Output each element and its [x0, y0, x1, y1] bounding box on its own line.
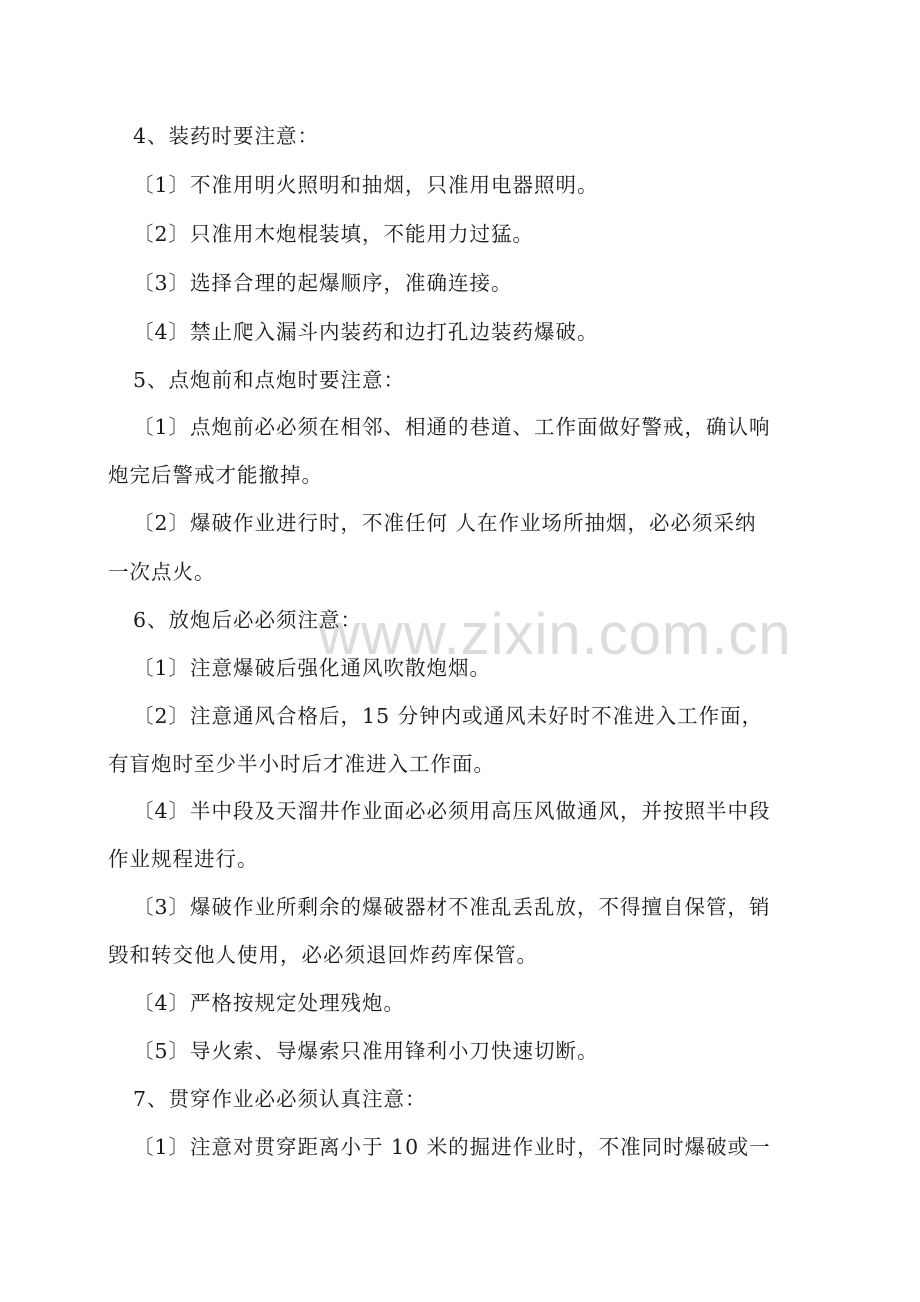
paragraph-line: 〔3〕爆破作业所剩余的爆破器材不准乱丢乱放，不得擅自保管，销	[133, 895, 771, 919]
paragraph-line: 有盲炮时至少半小时后才准进入工作面。	[108, 752, 495, 776]
paragraph-line: 〔3〕选择合理的起爆顺序，准确连接。	[133, 271, 513, 295]
paragraph-line: 〔2〕只准用木炮棍装填，不能用力过猛。	[133, 222, 535, 246]
heading-5: 5、点炮前和点炮时要注意：	[133, 368, 406, 392]
paragraph-line: 〔1〕点炮前必必须在相邻、相通的巷道、工作面做好警戒，确认响	[133, 415, 771, 439]
paragraph-line: 〔4〕禁止爬入漏斗内装药和边打孔边装药爆破。	[133, 320, 599, 344]
heading-4: 4、装药时要注意：	[133, 124, 320, 148]
paragraph-line: 〔4〕半中段及天溜井作业面必必须用高压风做通风，并按照半中段	[133, 799, 771, 823]
paragraph-line: 炮完后警戒才能撤掉。	[108, 463, 323, 487]
paragraph-line: 〔4〕严格按规定处理残炮。	[133, 991, 406, 1015]
paragraph-line: 〔1〕注意爆破后强化通风吹散炮烟。	[133, 656, 492, 680]
paragraph-line: 〔2〕注意通风合格后，15 分钟内或通风未好时不准进入工作面，	[133, 704, 764, 728]
paragraph-line: 毁和转交他人使用，必必须退回炸药库保管。	[108, 943, 538, 967]
paragraph-line: 〔5〕导火索、导爆索只准用锋利小刀快速切断。	[133, 1039, 599, 1063]
paragraph-line: 〔1〕注意对贯穿距离小于 10 米的掘进作业时，不准同时爆破或一	[133, 1135, 771, 1159]
paragraph-line: 作业规程进行。	[108, 847, 259, 871]
heading-7: 7、贯穿作业必必须认真注意：	[133, 1087, 427, 1111]
heading-6: 6、放炮后必必须注意：	[133, 608, 363, 632]
paragraph-line: 一次点火。	[108, 560, 216, 584]
paragraph-line: 〔1〕不准用明火照明和抽烟，只准用电器照明。	[133, 173, 599, 197]
paragraph-line: 〔2〕爆破作业进行时，不准任何 人在作业场所抽烟，必必须采纳	[133, 511, 757, 535]
watermark: www.zixin.com.cn	[318, 602, 792, 667]
